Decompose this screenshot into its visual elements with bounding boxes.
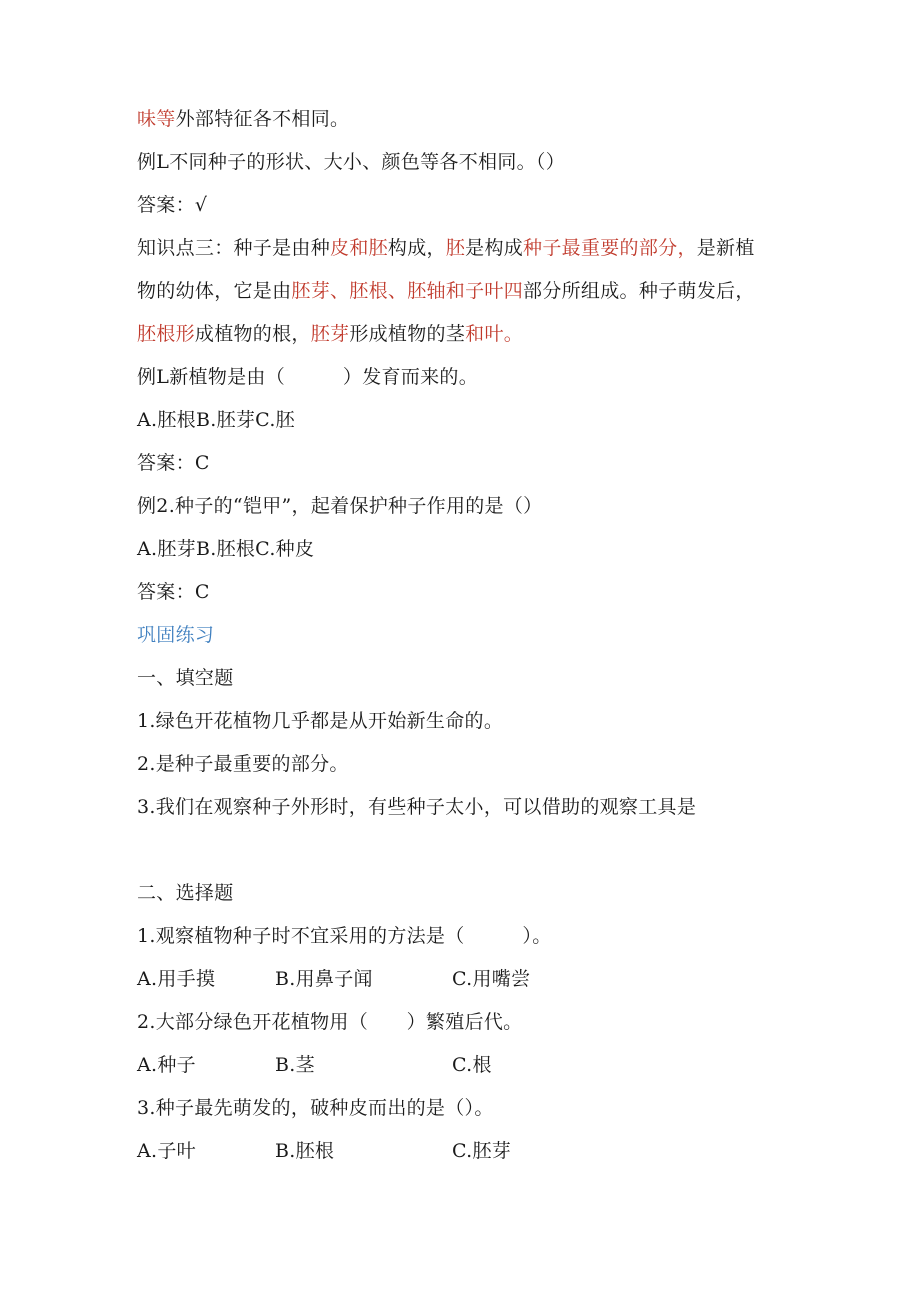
highlighted-text: 种子最重要的部分， [523, 237, 697, 259]
text-line [137, 106, 349, 132]
fill-blank-question: 1.绿色开花植物几乎都是从开始新生命的。 [137, 710, 504, 732]
choice-question: 3.种子最先萌发的，破种皮而出的是（）。 [137, 1097, 494, 1119]
answer-line: 答案：C [137, 452, 210, 474]
text-span: 成植物的根， [194, 323, 311, 345]
highlighted-text: 和叶。 [465, 323, 524, 345]
knowledge-point [137, 235, 755, 261]
text-span: 是构成 [465, 237, 524, 259]
knowledge-point [137, 278, 755, 304]
choice-question: 1.观察植物种子时不宜采用的方法是（ ）。 [137, 925, 552, 947]
choice-options [137, 1138, 511, 1164]
subsection-heading: 二、选择题 [137, 882, 234, 904]
section-heading: 巩固练习 [137, 624, 215, 646]
text-span: 知识点三：种子是由种 [137, 237, 331, 259]
fill-blank-question: 2.是种子最重要的部分。 [137, 753, 349, 775]
choice-options [137, 1052, 492, 1078]
text-span: 形成植物的茎 [349, 323, 466, 345]
example-question: 例2.种子的“铠甲”，起着保护种子作用的是（） [137, 495, 543, 517]
text-span: 部分所组成。种子萌发后， [523, 280, 755, 302]
highlighted-text: 胚芽、胚根、胚轴和子叶四 [291, 280, 524, 302]
option-b: B.用鼻子闻 [275, 968, 373, 990]
highlighted-text: 皮和胚 [330, 237, 388, 259]
subsection-heading: 一、填空题 [137, 667, 234, 689]
option-a: A.子叶 [137, 1140, 196, 1162]
example-question: 例L不同种子的形状、大小、颜色等各不相同。（） [137, 151, 566, 173]
highlighted-text: 胚芽 [310, 323, 350, 345]
text-span: 物的幼体，它是由 [137, 280, 292, 302]
text-span: 外部特征各不相同。 [175, 108, 350, 130]
highlighted-text: 胚 [445, 237, 466, 259]
highlighted-text: 胚根形 [137, 323, 195, 345]
example-question: 例L新植物是由（ ）发育而来的。 [137, 366, 479, 388]
answer-line: 答案：C [137, 581, 210, 603]
choice-options [137, 966, 530, 992]
option-b: B.茎 [275, 1054, 315, 1076]
answer-options: A.胚根B.胚芽C.胚 [137, 409, 295, 431]
text-span: 构成， [387, 237, 446, 259]
choice-question: 2.大部分绿色开花植物用（ ）繁殖后代。 [137, 1011, 523, 1033]
answer-line: 答案：√ [137, 194, 208, 216]
option-c: C.根 [452, 1054, 492, 1076]
option-c: C.胚芽 [452, 1140, 512, 1162]
knowledge-point [137, 321, 523, 347]
option-b: B.胚根 [275, 1140, 335, 1162]
option-a: A.种子 [137, 1054, 196, 1076]
option-a: A.用手摸 [137, 968, 216, 990]
text-span: 是新植 [696, 237, 755, 259]
option-c: C.用嘴尝 [452, 968, 531, 990]
answer-options: A.胚芽B.胚根C.种皮 [137, 538, 315, 560]
highlighted-text: 味等 [137, 108, 176, 130]
fill-blank-question: 3.我们在观察种子外形时，有些种子太小，可以借助的观察工具是 [137, 796, 697, 818]
